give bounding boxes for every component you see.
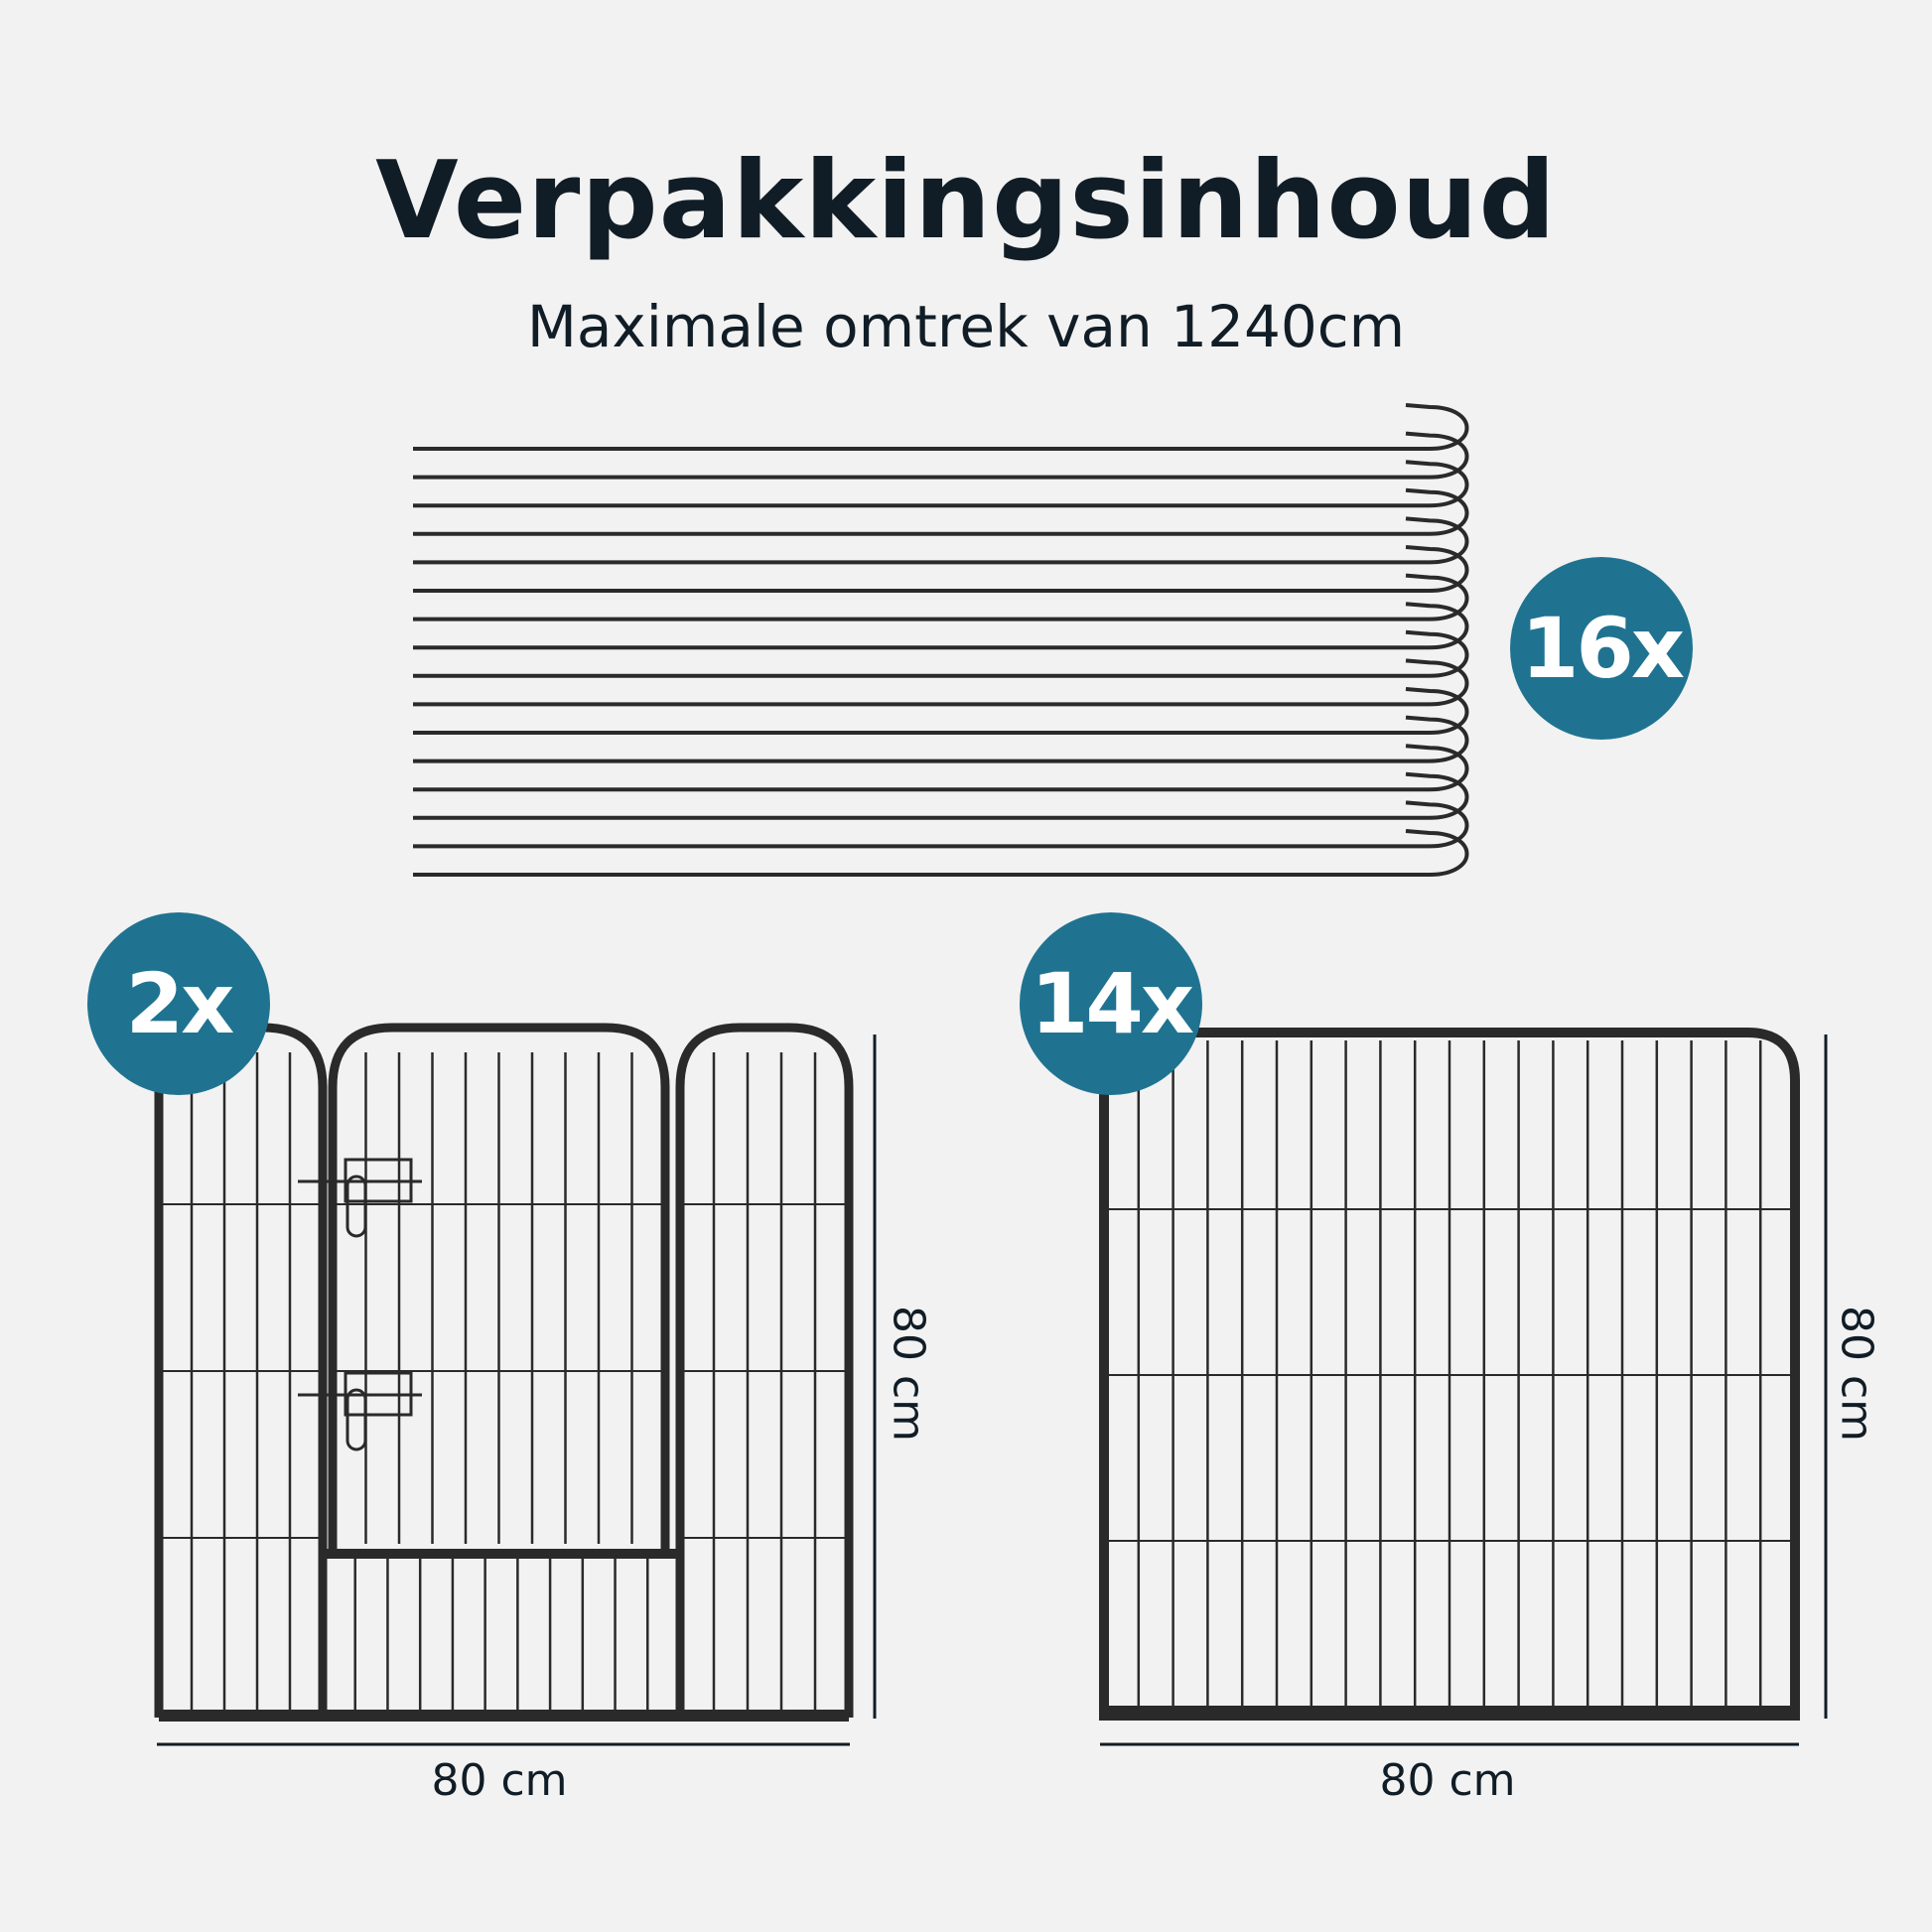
door-latch-handle	[347, 1176, 365, 1236]
ground-stake	[413, 462, 1467, 505]
stakes-quantity-badge: 16x	[1510, 557, 1693, 740]
door-panel-height-label: 80 cm	[883, 1305, 934, 1443]
ground-stake	[413, 774, 1467, 818]
ground-stake	[413, 746, 1467, 789]
standard-panel-height-label: 80 cm	[1831, 1305, 1882, 1443]
ground-stake	[413, 689, 1467, 733]
ground-stake	[413, 518, 1467, 562]
standard-panel-quantity-badge: 14x	[1020, 912, 1202, 1095]
page-title: Verpakkingsinhoud	[375, 139, 1557, 263]
ground-stake	[413, 802, 1467, 846]
door-panel-right-section-frame	[680, 1028, 849, 1718]
standard-panel-width-label: 80 cm	[1379, 1755, 1516, 1806]
page-subtitle: Maximale omtrek van 1240cm	[526, 293, 1406, 360]
ground-stake	[413, 547, 1467, 591]
ground-stake	[413, 576, 1467, 620]
ground-stake	[413, 660, 1467, 704]
door-panel-width-label: 80 cm	[431, 1755, 568, 1806]
ground-stake	[413, 831, 1467, 875]
door-panel-quantity-badge: 2x	[87, 912, 270, 1095]
ground-stake	[413, 632, 1467, 676]
ground-stake	[413, 490, 1467, 534]
door-panel-left-section-frame	[159, 1028, 323, 1718]
door-latch-handle	[347, 1390, 365, 1449]
ground-stake	[413, 405, 1467, 449]
ground-stake	[413, 718, 1467, 761]
ground-stake	[413, 604, 1467, 647]
ground-stake	[413, 434, 1467, 478]
